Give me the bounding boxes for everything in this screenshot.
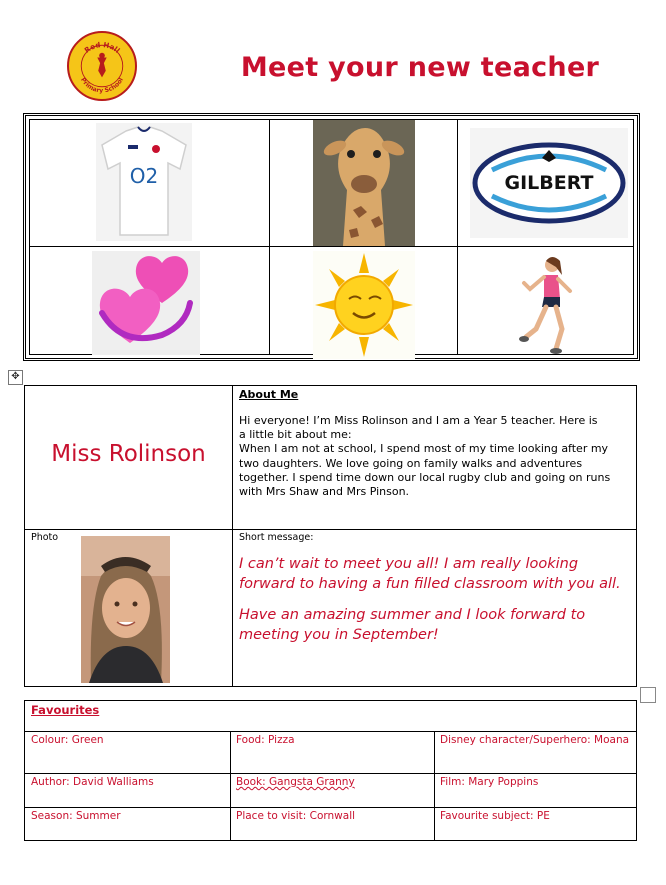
picture-grid (23, 113, 640, 361)
about-text (239, 414, 629, 499)
favourites-table (24, 700, 637, 841)
table-resize-handle[interactable] (640, 687, 656, 703)
about-line: two daughters. We love going on family walks and adventures (239, 456, 583, 470)
favourite-book: Book: Gangsta Granny (236, 776, 355, 788)
ball-brand-text: GILBERT (504, 172, 594, 194)
about-heading: About Me (239, 388, 299, 401)
message-paragraph: I can’t wait to meet you all! I am really looking forward to having a fun filled classroom with you all. (239, 556, 621, 592)
teacher-photo (81, 536, 170, 683)
photo-label: Photo (31, 532, 59, 543)
table-move-handle[interactable]: ✥ (8, 370, 23, 385)
svg-text:Red Hall: Red Hall (82, 40, 122, 55)
sun-icon (313, 251, 415, 359)
favourite-place: Place to visit: Cornwall (236, 810, 356, 822)
giraffe-icon (313, 120, 415, 246)
svg-text:Primary School: Primary School (79, 76, 125, 95)
rugby-shirt-icon (96, 123, 192, 241)
runner-icon (516, 253, 578, 355)
favourite-season: Season: Summer (31, 810, 121, 822)
about-line: When I am not at school, I spend most of my time looking after my (239, 442, 609, 456)
short-message (239, 554, 629, 656)
teacher-name: Miss Rolinson (51, 441, 206, 467)
school-logo (67, 31, 137, 101)
favourite-author: Author: David Walliams (31, 776, 154, 788)
favourites-title: Favourites (31, 703, 100, 717)
favourite-film: Film: Mary Poppins (440, 776, 539, 788)
favourite-food: Food: Pizza (236, 734, 295, 746)
page-title: Meet your new teacher (240, 52, 600, 83)
message-paragraph: Have an amazing summer and I look forward to meeting you in September! (239, 607, 586, 643)
rugby-ball-icon (470, 128, 628, 238)
shirt-logo: O2 (129, 164, 159, 188)
favourite-subject: Favourite subject: PE (440, 810, 550, 822)
hearts-icon (92, 251, 200, 355)
about-line: a little bit about me: (239, 428, 352, 442)
about-line: together. I spend time down our local rugby club and going on runs (239, 470, 611, 484)
message-label: Short message: (239, 532, 314, 543)
favourite-colour: Colour: Green (31, 734, 104, 746)
about-line: with Mrs Shaw and Mrs Pinson. (239, 485, 410, 499)
about-line: Hi everyone! I’m Miss Rolinson and I am a Year 5 teacher. Here is (239, 414, 598, 427)
about-table (24, 385, 637, 687)
favourite-disney-character: Disney character/Superhero: Moana (440, 734, 630, 746)
